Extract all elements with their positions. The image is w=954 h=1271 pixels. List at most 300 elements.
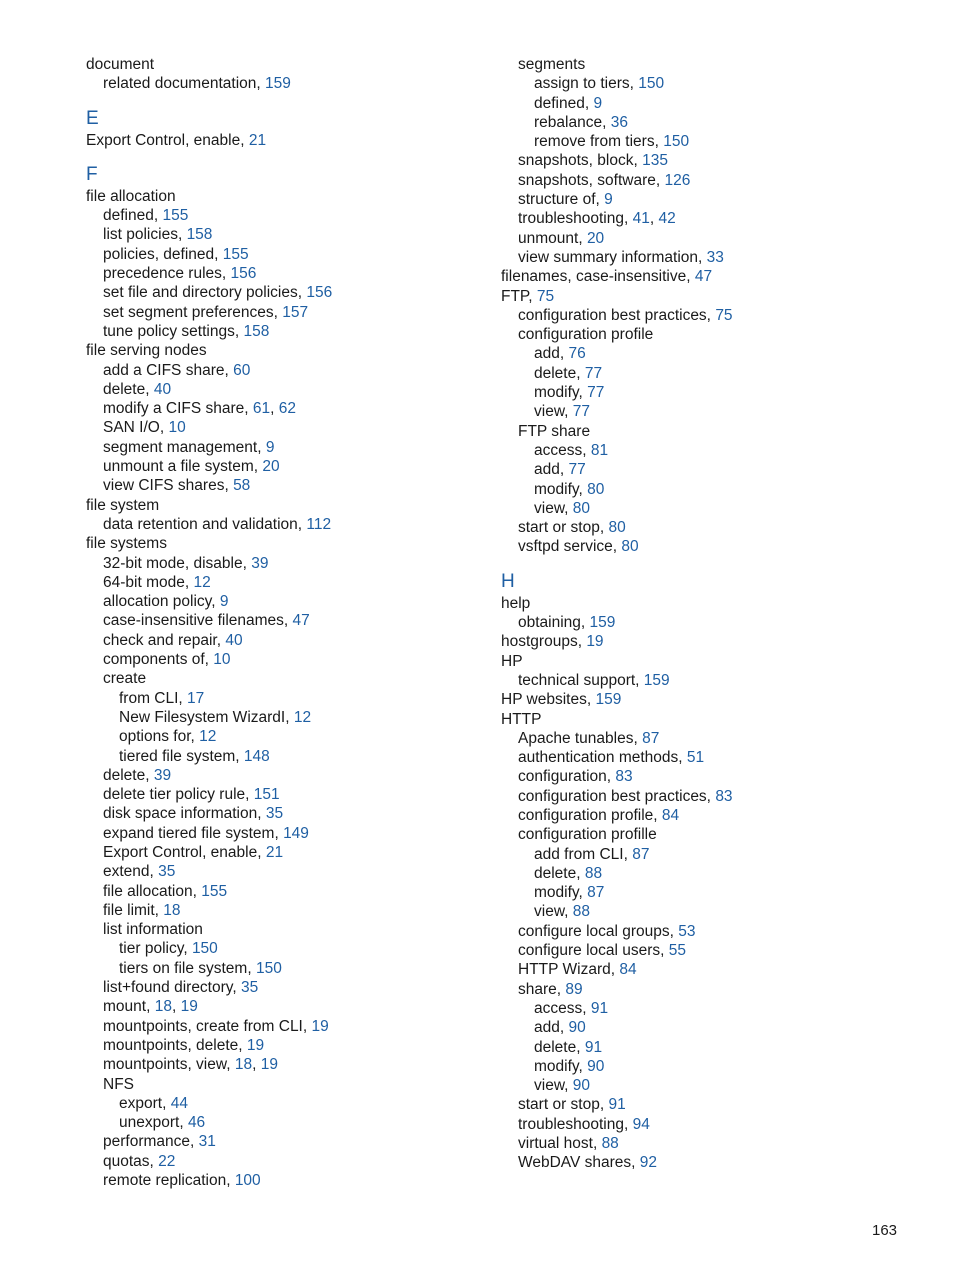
index-entry	[86, 206, 506, 225]
index-term: file system	[86, 496, 160, 514]
index-term: components of,	[103, 651, 214, 669]
index-entry	[501, 1076, 921, 1095]
index-term: start or stop,	[518, 1096, 609, 1114]
index-term: unmount,	[518, 229, 587, 247]
index-entry	[501, 729, 921, 748]
index-term: policies, defined,	[103, 245, 223, 263]
page-link[interactable]: 44	[170, 1094, 188, 1112]
index-entry	[501, 1095, 921, 1114]
index-term: Export Control, enable,	[86, 131, 249, 149]
index-term: configuration profille	[518, 826, 657, 844]
index-entry	[501, 518, 921, 537]
index-entry	[86, 1055, 506, 1074]
index-entry	[501, 671, 921, 690]
page-link[interactable]: 149	[283, 824, 309, 842]
index-term: vsftpd service,	[518, 538, 622, 556]
index-entry	[501, 325, 921, 344]
index-term: file allocation,	[103, 882, 202, 900]
index-term: from CLI,	[119, 689, 188, 707]
index-entry	[86, 496, 506, 515]
page-link[interactable]: 62	[278, 400, 297, 418]
index-entry	[86, 303, 506, 322]
index-entry	[501, 806, 921, 825]
page-link[interactable]: 157	[282, 303, 309, 321]
index-entry	[86, 901, 506, 920]
index-term: create	[103, 670, 147, 688]
page-link[interactable]: 20	[586, 229, 605, 247]
index-term: view,	[534, 499, 573, 517]
index-entry	[86, 804, 506, 823]
index-entry	[86, 689, 506, 708]
index-entry	[86, 824, 506, 843]
page-link[interactable]: 17	[187, 689, 205, 707]
page-link[interactable]: 159	[595, 691, 622, 709]
page-link[interactable]: 77	[568, 461, 586, 479]
index-term: snapshots, software,	[518, 171, 665, 189]
index-term: WebDAV shares,	[518, 1154, 640, 1172]
page-link[interactable]: 150	[663, 133, 690, 151]
index-entry	[86, 131, 506, 150]
page-link[interactable]: 88	[584, 864, 603, 882]
page-link[interactable]: 90	[572, 1077, 591, 1095]
index-term: modify,	[534, 884, 588, 902]
index-entry	[501, 113, 921, 132]
index-term: related documentation,	[103, 75, 265, 93]
index-term: tiered file system,	[119, 747, 244, 765]
index-entry	[86, 457, 506, 476]
page-link[interactable]: 81	[590, 441, 609, 459]
index-term: quotas,	[103, 1152, 159, 1170]
index-term: view summary information,	[518, 248, 707, 266]
page-link[interactable]: 87	[642, 729, 660, 747]
index-term: options for,	[119, 728, 200, 746]
page-link[interactable]: 35	[241, 979, 259, 997]
page-link[interactable]: 75	[715, 306, 733, 324]
page-link[interactable]: 88	[601, 1135, 619, 1153]
page-link[interactable]: 12	[193, 573, 211, 591]
page-link[interactable]: 18	[234, 1056, 253, 1074]
index-term: view,	[534, 1077, 573, 1095]
index-entry	[501, 748, 921, 767]
page-link[interactable]: 158	[243, 322, 270, 340]
page-link[interactable]: 9	[604, 191, 613, 209]
index-entry	[86, 939, 506, 958]
index-entry	[501, 460, 921, 479]
index-entry	[86, 399, 506, 418]
index-entry	[501, 690, 921, 709]
index-term: configure local groups,	[518, 922, 679, 940]
page-link[interactable]: 148	[243, 747, 270, 765]
index-term: allocation policy,	[103, 593, 220, 611]
page-link[interactable]: 135	[642, 152, 668, 170]
index-term: modify,	[534, 1057, 588, 1075]
index-entry	[86, 515, 506, 534]
index-entry	[86, 959, 506, 978]
page-link[interactable]: 151	[253, 786, 280, 804]
page-separator: ,	[171, 998, 181, 1016]
index-entry	[86, 862, 506, 881]
index-term: HTTP	[501, 710, 542, 728]
index-entry	[501, 1018, 921, 1037]
index-entry	[501, 980, 921, 999]
index-term: add a CIFS share,	[103, 361, 234, 379]
index-entry	[501, 132, 921, 151]
index-entry	[501, 151, 921, 170]
index-term: tune policy settings,	[103, 322, 244, 340]
index-entry	[501, 1115, 921, 1134]
index-term: configuration best practices,	[518, 787, 716, 805]
index-term: 64-bit mode,	[103, 573, 194, 591]
index-term: snapshots, block,	[518, 152, 643, 170]
index-entry	[501, 229, 921, 248]
index-entry	[501, 632, 921, 651]
index-term: add,	[534, 1019, 569, 1037]
page-link[interactable]: 76	[568, 345, 586, 363]
page-link[interactable]: 55	[668, 942, 687, 960]
index-term: extend,	[103, 863, 159, 881]
page-link[interactable]: 155	[201, 882, 228, 900]
index-entry	[86, 438, 506, 457]
index-term: mountpoints, view,	[103, 1056, 235, 1074]
index-entry	[501, 55, 921, 74]
index-term: rebalance,	[534, 113, 611, 131]
index-term: HP websites,	[501, 691, 596, 709]
page-link[interactable]: 156	[230, 265, 257, 283]
page-link[interactable]: 36	[610, 113, 628, 131]
index-term: document	[86, 56, 155, 73]
index-entry	[86, 978, 506, 997]
page-link[interactable]: 22	[158, 1152, 176, 1170]
index-entry	[86, 727, 506, 746]
index-entry	[501, 767, 921, 786]
index-term: precedence rules,	[103, 265, 231, 283]
index-term: file serving nodes	[86, 342, 207, 360]
page-link[interactable]: 91	[608, 1096, 626, 1114]
index-term: configuration,	[518, 768, 616, 786]
index-entry	[501, 594, 921, 613]
index-entry	[501, 710, 921, 729]
index-term: set segment preferences,	[103, 303, 283, 321]
index-term: mount,	[103, 998, 155, 1016]
page-link[interactable]: 10	[213, 651, 231, 669]
index-entry	[501, 1153, 921, 1172]
index-entry	[86, 1075, 506, 1094]
page-link[interactable]: 159	[589, 614, 616, 632]
page-link[interactable]: 53	[678, 922, 696, 940]
index-entry	[86, 592, 506, 611]
index-term: HP	[501, 652, 523, 670]
index-entry	[86, 1152, 506, 1171]
index-entry	[501, 248, 921, 267]
index-term: check and repair,	[103, 631, 226, 649]
index-column-right	[501, 55, 921, 1173]
page-link[interactable]: 84	[661, 806, 680, 824]
index-term: delete,	[103, 380, 154, 398]
index-entry	[86, 341, 506, 360]
index-entry	[501, 190, 921, 209]
index-entry	[501, 499, 921, 518]
index-term: configuration profile,	[518, 806, 662, 824]
index-entry	[501, 613, 921, 632]
page-link[interactable]: 39	[251, 554, 269, 572]
page-link[interactable]: 92	[639, 1154, 658, 1172]
page-link[interactable]: 80	[572, 499, 591, 517]
index-entry	[86, 55, 506, 74]
index-entry	[86, 708, 506, 727]
page-link[interactable]: 100	[234, 1172, 261, 1190]
index-entry	[501, 94, 921, 113]
index-term: access,	[534, 441, 591, 459]
index-term: case-insensitive filenames,	[103, 612, 293, 630]
index-entry	[86, 187, 506, 206]
index-term: tiers on file system,	[119, 959, 256, 977]
index-term: modify,	[534, 480, 588, 498]
page-link[interactable]: 33	[706, 248, 724, 266]
page-link[interactable]: 77	[584, 364, 603, 382]
index-entry	[86, 74, 506, 93]
index-term: SAN I/O,	[103, 419, 169, 437]
index-term: performance,	[103, 1133, 199, 1151]
index-entry	[86, 322, 506, 341]
index-entry	[501, 999, 921, 1018]
page-link[interactable]: 80	[621, 538, 639, 556]
index-entry	[86, 225, 506, 244]
index-section-letter: E	[86, 107, 99, 129]
index-term: delete tier policy rule,	[103, 786, 254, 804]
page-link[interactable]: 155	[162, 207, 189, 225]
index-entry	[86, 1113, 506, 1132]
page-link[interactable]: 84	[619, 961, 637, 979]
page-link[interactable]: 19	[180, 998, 198, 1016]
index-entry	[501, 306, 921, 325]
index-entry	[501, 883, 921, 902]
index-entry	[86, 611, 506, 630]
index-entry	[501, 287, 921, 306]
page-link[interactable]: 41	[632, 210, 650, 228]
page-link[interactable]: 94	[632, 1115, 650, 1133]
page-link[interactable]: 12	[199, 728, 217, 746]
page-link[interactable]: 150	[191, 940, 218, 958]
index-entry	[86, 1017, 506, 1036]
index-term: add from CLI,	[534, 845, 633, 863]
index-term: remote replication,	[103, 1172, 235, 1190]
index-column-left	[86, 55, 506, 1190]
page-separator: ,	[270, 400, 279, 418]
index-term: FTP share	[518, 422, 591, 440]
index-entry	[86, 766, 506, 785]
index-entry	[86, 1132, 506, 1151]
index-section-letter: F	[86, 163, 98, 185]
page-link[interactable]: 35	[265, 805, 284, 823]
index-term: delete,	[103, 766, 154, 784]
index-term: add,	[534, 345, 569, 363]
index-entry	[501, 383, 921, 402]
index-term: data retention and validation,	[103, 515, 307, 533]
index-entry	[501, 652, 921, 671]
index-entry	[501, 480, 921, 499]
index-term: defined,	[103, 207, 163, 225]
index-term: start or stop,	[518, 519, 609, 537]
index-entry	[86, 554, 506, 573]
page-link[interactable]: 77	[572, 403, 591, 421]
page-link[interactable]: 21	[248, 131, 267, 149]
page-link[interactable]: 18	[154, 998, 172, 1016]
index-entry	[501, 941, 921, 960]
index-entry	[86, 843, 506, 862]
index-entry	[501, 402, 921, 421]
index-term: Apache tunables,	[518, 729, 643, 747]
index-term: configuration best practices,	[518, 306, 716, 324]
page-link[interactable]: 9	[265, 438, 275, 456]
page-link[interactable]: 47	[694, 268, 713, 286]
page-link[interactable]: 61	[252, 400, 271, 418]
page-link[interactable]: 159	[643, 671, 670, 689]
page-link[interactable]: 19	[246, 1036, 265, 1054]
page-link[interactable]: 21	[265, 843, 284, 861]
page-link[interactable]: 77	[587, 384, 605, 402]
index-entry	[501, 960, 921, 979]
page-link[interactable]: 80	[587, 480, 605, 498]
page-link[interactable]: 10	[168, 419, 186, 437]
index-entry	[501, 537, 921, 556]
page-link[interactable]: 90	[587, 1057, 605, 1075]
index-entry	[86, 283, 506, 302]
index-entry	[501, 209, 921, 228]
index-term: FTP,	[501, 287, 537, 305]
page-link[interactable]: 75	[536, 287, 555, 305]
index-entry	[501, 441, 921, 460]
index-term: virtual host,	[518, 1135, 602, 1153]
page-link[interactable]: 90	[568, 1019, 586, 1037]
index-term: 32-bit mode, disable,	[103, 554, 252, 572]
index-entry	[501, 825, 921, 844]
page-link[interactable]: 91	[590, 999, 609, 1017]
page-link[interactable]: 83	[715, 787, 733, 805]
index-entry	[86, 573, 506, 592]
index-term: view,	[534, 403, 573, 421]
index-entry	[501, 267, 921, 286]
page-link[interactable]: 9	[593, 94, 603, 112]
page-link[interactable]: 150	[255, 959, 282, 977]
page-link[interactable]: 47	[292, 612, 310, 630]
page-link[interactable]: 31	[198, 1133, 216, 1151]
index-term: expand tiered file system,	[103, 824, 284, 842]
index-term: obtaining,	[518, 614, 590, 632]
page-link[interactable]: 91	[584, 1038, 603, 1056]
index-term: segment management,	[103, 438, 266, 456]
page-link[interactable]: 88	[572, 903, 591, 921]
index-entry	[86, 476, 506, 495]
index-term: view CIFS shares,	[103, 477, 234, 495]
index-entry	[86, 380, 506, 399]
index-term: list+found directory,	[103, 979, 241, 997]
page-link[interactable]: 150	[638, 75, 665, 93]
page-link[interactable]: 19	[311, 1017, 329, 1035]
page-link[interactable]: 18	[163, 901, 181, 919]
page-link[interactable]: 155	[222, 245, 249, 263]
index-entry	[86, 1094, 506, 1113]
index-term: structure of,	[518, 191, 605, 209]
index-entry	[86, 631, 506, 650]
index-entry	[86, 534, 506, 553]
index-term: help	[501, 594, 531, 612]
index-term: list information	[103, 921, 203, 939]
index-entry	[86, 245, 506, 264]
page-link[interactable]: 87	[632, 845, 650, 863]
index-term: delete,	[534, 1038, 585, 1056]
index-entry	[501, 1134, 921, 1153]
page-link[interactable]: 126	[664, 171, 691, 189]
index-term: list policies,	[103, 226, 187, 244]
page-link[interactable]: 40	[225, 631, 243, 649]
index-term: view,	[534, 903, 573, 921]
page-link[interactable]: 80	[608, 519, 626, 537]
page-link[interactable]: 46	[187, 1114, 206, 1132]
page-link[interactable]: 51	[686, 749, 705, 767]
page-link[interactable]: 35	[158, 863, 176, 881]
index-term: delete,	[534, 364, 585, 382]
page-link[interactable]: 12	[293, 708, 312, 726]
page-link[interactable]: 20	[262, 458, 280, 476]
index-term: export,	[119, 1094, 171, 1112]
index-entry	[501, 787, 921, 806]
page-link[interactable]: 42	[658, 210, 676, 228]
index-entry	[86, 650, 506, 669]
page-link[interactable]: 58	[233, 477, 251, 495]
index-term: segments	[518, 56, 586, 73]
index-term: troubleshooting,	[518, 210, 633, 228]
index-term: tier policy,	[119, 940, 192, 958]
page-link[interactable]: 89	[565, 980, 583, 998]
page-link[interactable]: 112	[306, 515, 332, 533]
index-term: NFS	[103, 1075, 134, 1093]
index-term: assign to tiers,	[534, 75, 639, 93]
page-separator: ,	[252, 1056, 261, 1074]
index-entry	[501, 74, 921, 93]
page-link[interactable]: 39	[153, 766, 172, 784]
index-entry	[501, 422, 921, 441]
index-entry	[86, 747, 506, 766]
index-entry	[86, 361, 506, 380]
index-term: file allocation	[86, 187, 176, 205]
page-link[interactable]: 9	[219, 593, 229, 611]
page-link[interactable]: 19	[260, 1056, 278, 1074]
page-link[interactable]: 83	[615, 768, 633, 786]
index-entry	[501, 364, 921, 383]
page-link[interactable]: 19	[586, 633, 604, 651]
index-entry	[86, 997, 506, 1016]
index-term: mountpoints, delete,	[103, 1036, 247, 1054]
index-entry	[501, 902, 921, 921]
index-term: add,	[534, 461, 569, 479]
page-link[interactable]: 156	[306, 284, 333, 302]
page-link[interactable]: 158	[186, 226, 213, 244]
index-entry	[501, 845, 921, 864]
page-link[interactable]: 87	[587, 884, 605, 902]
index-entry	[86, 785, 506, 804]
index-term: disk space information,	[103, 805, 266, 823]
index-entry	[86, 882, 506, 901]
index-term: HTTP Wizard,	[518, 961, 620, 979]
index-term: modify,	[534, 384, 588, 402]
index-entry	[501, 171, 921, 190]
page-link[interactable]: 159	[265, 75, 291, 93]
index-entry	[86, 418, 506, 437]
index-term: filenames, case-insensitive,	[501, 268, 695, 286]
page-link[interactable]: 40	[153, 380, 172, 398]
page-link[interactable]: 60	[233, 361, 251, 379]
index-entry	[86, 1171, 506, 1190]
